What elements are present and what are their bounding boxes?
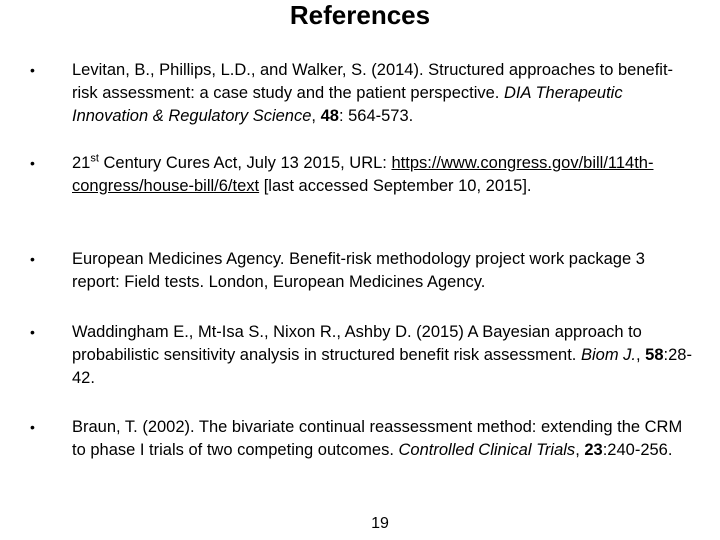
bullet: • (30, 251, 35, 267)
reference-text: Braun, T. (2002). The bivariate continual reassessment method: extending the CRM to phase I trials of two competing outcomes. Controlled Clinical Trials, 23:240-256. (72, 418, 683, 459)
reference-url-link[interactable]: https://www.congress.gov/bill/114th-congress/house-bill/6/text (72, 154, 654, 195)
reference-authors: Levitan, B., Phillips, L.D., and Walker, S. (2014). Structured approaches to benefit-risk assessment: a case study and the patient perspective. (72, 61, 674, 102)
reference-text: Levitan, B., Phillips, L.D., and Walker, S. (2014). Structured approaches to benefit-risk assessment: a case study and the patient perspective. DIA Therapeutic Innovation & Regulatory Science, 48: 564-573. (72, 61, 674, 125)
reference-act-text: Century Cures Act, July 13 2015, URL: (98, 154, 387, 172)
reference-text (72, 152, 692, 198)
reference-text: European Medicines Agency. Benefit-risk methodology project work package 3 report: Field tests. London, European Medicines Agency. (72, 250, 645, 291)
reference-pages: : 564-573. (338, 107, 414, 125)
reference-access-note: [last accessed September 10, 2015]. (259, 177, 532, 195)
reference-authors: Braun, T. (2002). The bivariate continual reassessment method: extending the CRM to phase I trials of two competing outcomes. (72, 418, 683, 459)
reference-pages: :240-256. (602, 441, 673, 459)
bullet: • (30, 62, 35, 78)
reference-journal: Controlled Clinical Trials (398, 441, 576, 459)
bullet: • (30, 419, 35, 435)
reference-superscript: st (90, 152, 99, 165)
bullet: • (30, 155, 35, 171)
reference-volume: 48 (320, 107, 339, 125)
reference-lead: 21 (72, 154, 91, 172)
reference-journal: Biom J. (580, 346, 636, 364)
reference-authors: Waddingham E., Mt-Isa S., Nixon R., Ashby D. (2015) A Bayesian approach to probabilistic sensitivity analysis in structured benefit risk assessment. (72, 323, 642, 364)
reference-pages: :28-42. (72, 346, 692, 387)
page-title: References (289, 0, 431, 30)
reference-volume: 58 (645, 346, 664, 364)
reference-text: Waddingham E., Mt-Isa S., Nixon R., Ashby D. (2015) A Bayesian approach to probabilistic sensitivity analysis in structured benefit risk assessment. Biom J., 58:28-42. (72, 323, 692, 387)
reference-volume: 23 (584, 441, 603, 459)
reference-journal: DIA Therapeutic Innovation & Regulatory Science (72, 84, 623, 125)
bullet: • (30, 324, 35, 340)
page-number: 19 (371, 515, 389, 532)
